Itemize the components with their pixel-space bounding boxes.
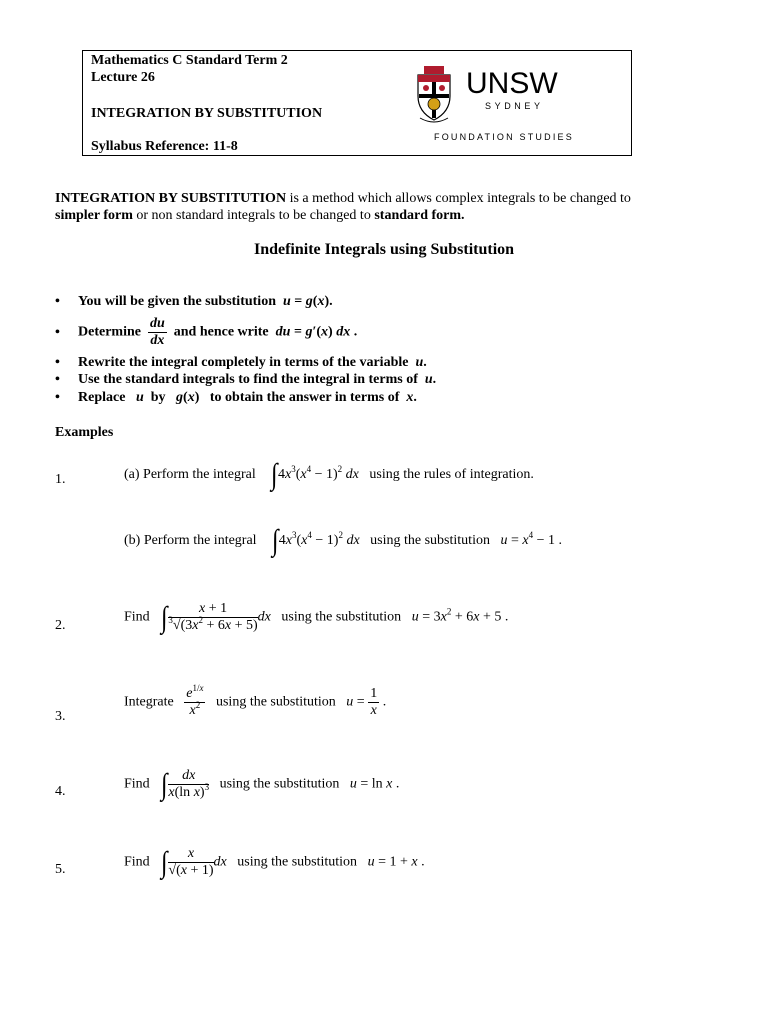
example-3-number: 3. bbox=[55, 709, 66, 724]
logo-city: SYDNEY bbox=[485, 101, 544, 111]
example-5-number: 5. bbox=[55, 862, 66, 877]
logo-brand: UNSW bbox=[466, 67, 558, 100]
bullet-3-text: Rewrite the integral completely in terms of the variable bbox=[78, 355, 409, 370]
intro-strong-1: simpler form bbox=[55, 208, 133, 223]
unsw-logo bbox=[416, 64, 586, 148]
example-1b-suffix: using the substitution bbox=[370, 533, 490, 549]
integral-sign-icon: ∫ bbox=[161, 600, 168, 634]
section-title: Indefinite Integrals using Substitution bbox=[253, 241, 515, 258]
unsw-crest-icon bbox=[416, 66, 452, 124]
bullet-5-text: Replace bbox=[78, 390, 126, 405]
one-over-x-fraction: $\frac{1}{x}$ bbox=[370, 686, 378, 718]
example-2-label: Find bbox=[124, 609, 150, 625]
topic-title: INTEGRATION BY SUBSTITUTION bbox=[91, 106, 323, 121]
logo-division: FOUNDATION STUDIES bbox=[434, 132, 574, 142]
example-1a-label: (a) Perform the integral bbox=[124, 467, 256, 483]
example-1a-suffix: using the rules of integration. bbox=[369, 467, 534, 483]
bullet-5-text-c: to obtain the answer in terms of bbox=[209, 390, 400, 405]
integral-sign-icon: ∫ bbox=[271, 524, 278, 557]
bullet-2-text-b: and hence write bbox=[173, 324, 269, 340]
example-2-suffix: using the substitution bbox=[281, 609, 402, 625]
example-3-label: Integrate bbox=[124, 694, 174, 710]
bullet-dot: • bbox=[55, 355, 60, 370]
intro-strong-2: standard form. bbox=[374, 208, 465, 223]
bullet-dot: • bbox=[55, 390, 60, 405]
example-4-suffix: using the substitution bbox=[219, 776, 340, 792]
example-2-fraction: $\frac{x + 1}{^3√(3x^2 + 6x + 5)}$ bbox=[168, 601, 258, 633]
integral-sign-icon: ∫ bbox=[270, 458, 278, 491]
intro-line-1 bbox=[55, 190, 631, 208]
example-2: Find ∫ $\frac{x + 1}{^3√(3x^2 + 6x + 5)}$ dx using the substitution $u = 3x^2 + 6x + 5$ . bbox=[124, 600, 509, 634]
bullet-5-text-b: by bbox=[150, 390, 166, 405]
intro-term: INTEGRATION BY SUBSTITUTION bbox=[55, 191, 287, 206]
syllabus-reference: Syllabus Reference: 11-8 bbox=[91, 139, 238, 154]
example-3-suffix: using the substitution bbox=[215, 694, 336, 710]
example-1b: (b) Perform the integral $\int 4x^3(x^4 - 1)^2$ dx using the substitution $u = x^4 - 1$ . bbox=[124, 524, 562, 557]
example-5-suffix: using the substitution bbox=[237, 854, 358, 870]
bullet-dot: • bbox=[55, 294, 60, 309]
example-5: Find ∫ $\frac{x}{√(x + 1)}$ dx using the substitution u = 1 + x . bbox=[124, 845, 425, 879]
bullet-dot: • bbox=[55, 372, 60, 387]
bullet-dot: • bbox=[55, 325, 60, 340]
course-title: Mathematics C Standard Term 2 bbox=[91, 53, 288, 68]
integral-sign-icon: ∫ bbox=[161, 845, 168, 879]
example-1a: (a) Perform the integral $\int 4x^3(x^4 - 1)^2$ dx using the rules of integration. bbox=[124, 458, 534, 491]
example-1-number: 1. bbox=[55, 472, 66, 487]
example-4-fraction: $\frac{dx}{x(\ln x)^3}$ bbox=[168, 768, 210, 800]
intro-text-2: or non standard integrals to be changed to bbox=[132, 208, 375, 223]
example-3-fraction: $\frac{e^{1/x}}{x^2}$ bbox=[186, 683, 204, 718]
example-2-number: 2. bbox=[55, 618, 66, 633]
example-5-label: Find bbox=[124, 854, 150, 870]
bullet-2-text: Determine bbox=[78, 324, 141, 340]
example-3: Integrate $\frac{e^{1/x}}{x^2}$ using the substitution u = $\frac{1}{x}$ . bbox=[124, 683, 387, 718]
intro-text-1: is a method which allows complex integrals to be changed to bbox=[286, 191, 631, 206]
integral-sign-icon: ∫ bbox=[161, 767, 168, 801]
bullet-1-text: You will be given the substitution bbox=[78, 294, 276, 309]
bullet-4-text: Use the standard integrals to find the integral in terms of bbox=[78, 372, 418, 387]
lecture-number: Lecture 26 bbox=[91, 70, 155, 85]
example-4: Find ∫ $\frac{dx}{x(\ln x)^3}$ using the substitution u = ln x . bbox=[124, 767, 400, 801]
example-4-label: Find bbox=[124, 776, 150, 792]
example-5-fraction: $\frac{x}{√(x + 1)}$ bbox=[168, 846, 214, 878]
examples-heading: Examples bbox=[55, 425, 114, 440]
example-1b-label: (b) Perform the integral bbox=[124, 533, 257, 549]
du-dx-fraction: $\frac{du}{dx}$ bbox=[149, 316, 165, 348]
example-4-number: 4. bbox=[55, 784, 66, 799]
intro-line-2 bbox=[55, 207, 465, 225]
